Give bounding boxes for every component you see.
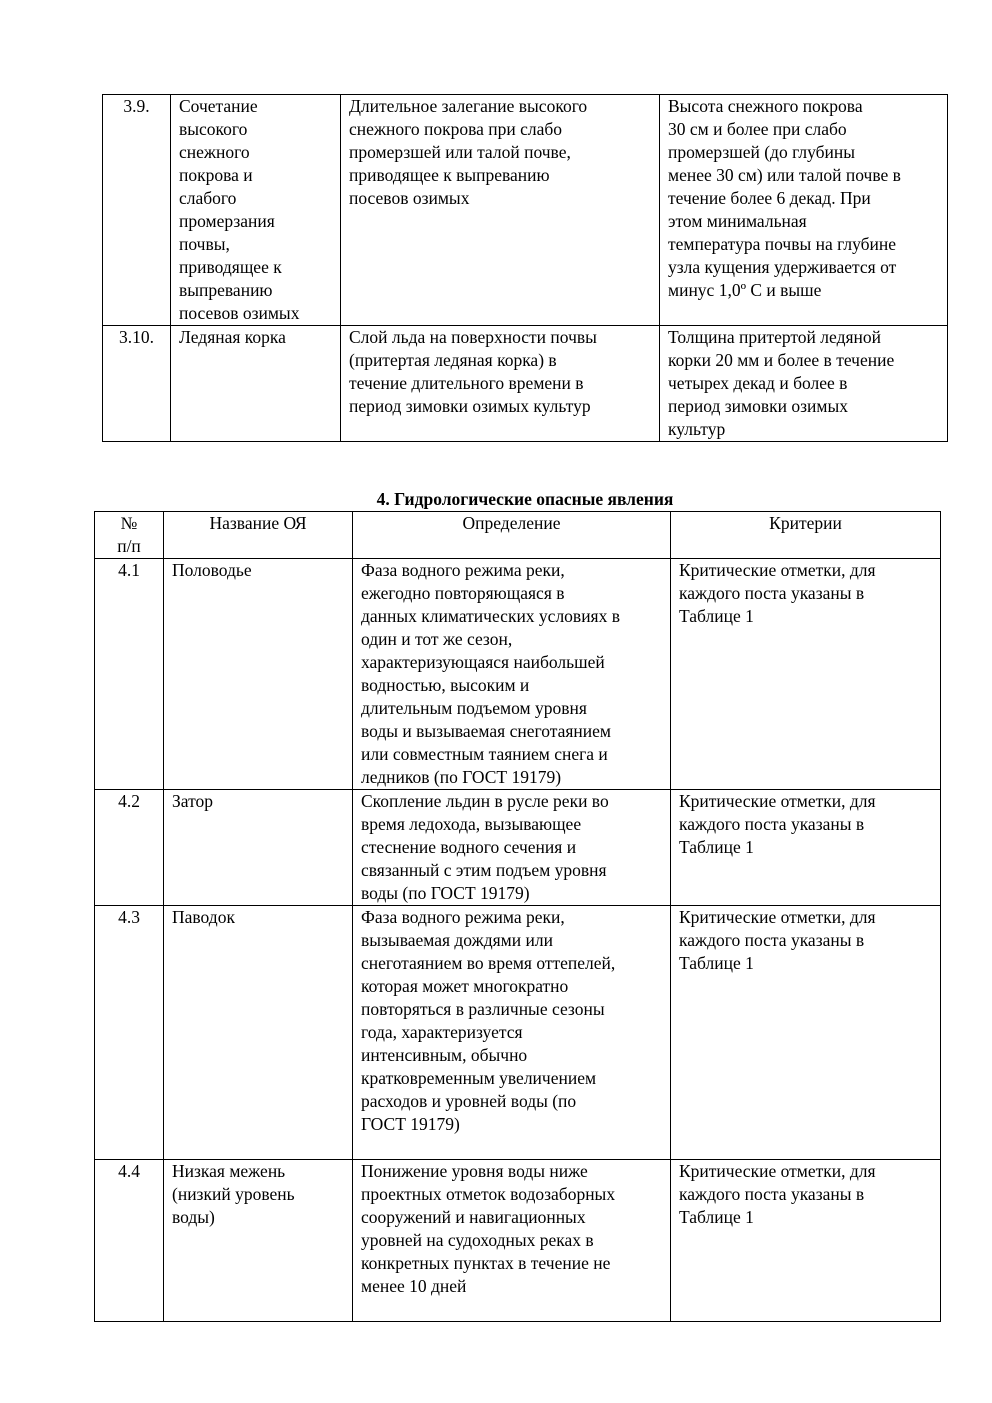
hazard-name: Сочетание высокого снежного покрова и слабого промерзания почвы, приводящее к выпреванию посевов озимых [171, 95, 341, 326]
table-hydrological-hazards [94, 511, 941, 1322]
row-number: 3.9. [103, 95, 171, 326]
table-row [95, 906, 941, 1160]
hazard-name: Паводок [164, 906, 353, 1160]
header-number: № п/п [95, 512, 164, 559]
row-number: 3.10. [103, 326, 171, 442]
table-header-row [95, 512, 941, 559]
table-row [95, 559, 941, 790]
hazard-definition: Скопление льдин в русле реки во время ледохода, вызывающее стеснение водного сечения и связанный с этим подъем уровня воды (по ГОСТ 19179) [353, 790, 671, 906]
hazard-definition: Слой льда на поверхности почвы (притертая ледяная корка) в течение длительного времени в период зимовки озимых культур [341, 326, 660, 442]
hazard-definition: Фаза водного режима реки, вызываемая дождями или снеготаянием во время оттепелей, которая может многократно повторяться в различные сезоны года, характеризуется интенсивным, обычно кратковременным увеличением расходов и уровней воды (по ГОСТ 19179) [353, 906, 671, 1160]
row-number: 4.3 [95, 906, 164, 1160]
hazard-criteria: Высота снежного покрова 30 см и более при слабо промерзшей (до глубины менее 30 см) или талой почве в течение более 6 декад. При этом минимальная температура почвы на глубине узла кущения удерживается от минус 1,0º С и выше [660, 95, 948, 326]
section-title: 4. Гидрологические опасные явления [376, 489, 674, 509]
header-definition: Определение [353, 512, 671, 559]
hazard-definition: Длительное залегание высокого снежного покрова при слабо промерзшей или талой почве, приводящее к выпреванию посевов озимых [341, 95, 660, 326]
hazard-criteria: Критические отметки, для каждого поста указаны в Таблице 1 [671, 790, 941, 906]
table-meteorological-hazards-continued [102, 94, 948, 442]
table-row [95, 790, 941, 906]
hazard-criteria: Критические отметки, для каждого поста указаны в Таблице 1 [671, 1160, 941, 1322]
hazard-name: Половодье [164, 559, 353, 790]
table-row [103, 326, 948, 442]
row-number: 4.2 [95, 790, 164, 906]
hazard-name: Ледяная корка [171, 326, 341, 442]
hazard-name: Затор [164, 790, 353, 906]
row-number: 4.4 [95, 1160, 164, 1322]
hazard-name: Низкая межень (низкий уровень воды) [164, 1160, 353, 1322]
hazard-criteria: Толщина притертой ледяной корки 20 мм и более в течение четырех декад и более в период зимовки озимых культур [660, 326, 948, 442]
table-row [103, 95, 948, 326]
hazard-definition: Фаза водного режима реки, ежегодно повторяющаяся в данных климатических условиях в один и тот же сезон, характеризующаяся наибольшей водностью, высоким и длительным подъемом уровня воды и вызываемая снеготаянием или совместным таянием снега и ледников (по ГОСТ 19179) [353, 559, 671, 790]
table-row [95, 1160, 941, 1322]
header-name: Название ОЯ [164, 512, 353, 559]
row-number: 4.1 [95, 559, 164, 790]
header-criteria: Критерии [671, 512, 941, 559]
hazard-criteria: Критические отметки, для каждого поста указаны в Таблице 1 [671, 559, 941, 790]
hazard-criteria: Критические отметки, для каждого поста указаны в Таблице 1 [671, 906, 941, 1160]
hazard-definition: Понижение уровня воды ниже проектных отметок водозаборных сооружений и навигационных уровней на судоходных реках в конкретных пунктах в течение не менее 10 дней [353, 1160, 671, 1322]
